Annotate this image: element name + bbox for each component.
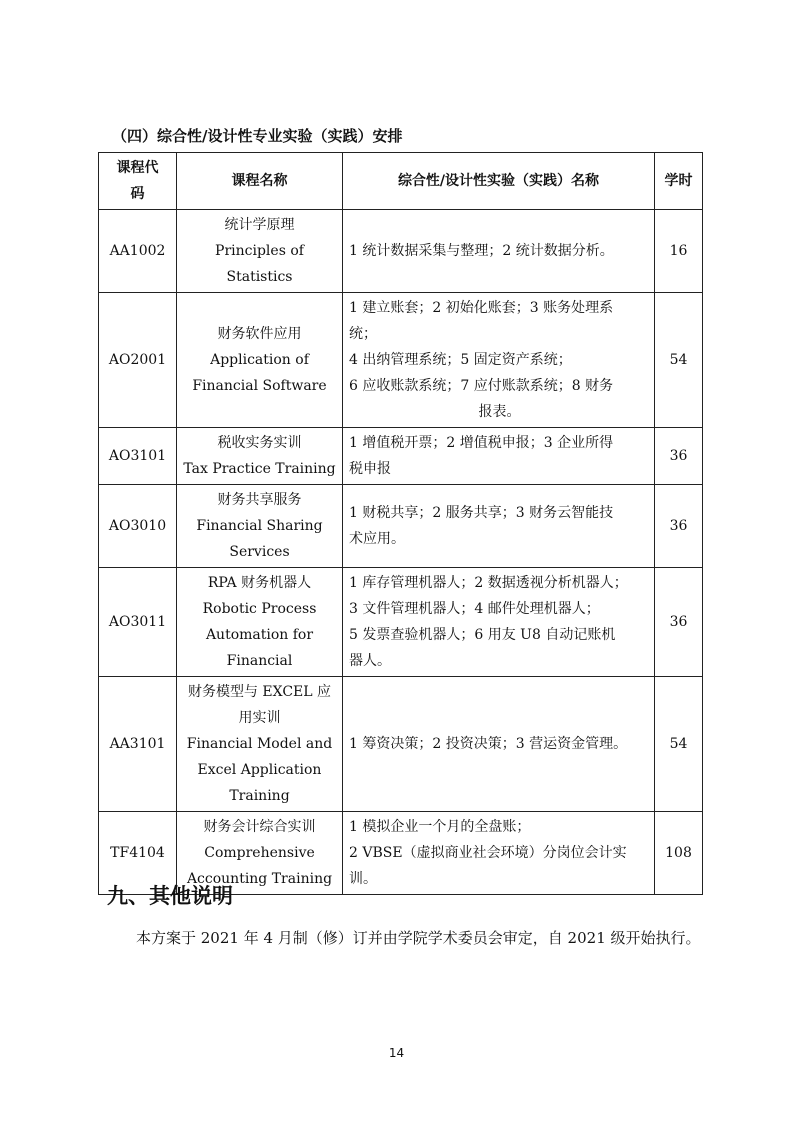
experiment-name: 1 建立账套；2 初始化账套；3 账务处理系 统； 4 出纳管理系统；5 固定资产系统； 6 应收账款系统；7 应付账款系统；8 财务 报表。 bbox=[343, 293, 655, 428]
course-code: AA3101 bbox=[99, 677, 177, 812]
experiment-name: 1 筹资决策；2 投资决策；3 营运资金管理。 bbox=[343, 677, 655, 812]
experiment-name: 1 财税共享；2 服务共享；3 财务云智能技 术应用。 bbox=[343, 485, 655, 568]
course-code: AO2001 bbox=[99, 293, 177, 428]
course-name: 财务模型与 EXCEL 应 用实训 Financial Model and Excel Application Training bbox=[177, 677, 343, 812]
course-hours: 36 bbox=[655, 485, 703, 568]
course-name: 财务会计综合实训 Comprehensive Accounting Training bbox=[177, 812, 343, 895]
table-row bbox=[99, 428, 703, 485]
course-hours: 36 bbox=[655, 568, 703, 677]
table-row bbox=[99, 568, 703, 677]
course-code: TF4104 bbox=[99, 812, 177, 895]
course-code: AO3011 bbox=[99, 568, 177, 677]
course-name: 税收实务实训 Tax Practice Training bbox=[177, 428, 343, 485]
experiment-name: 1 统计数据采集与整理；2 统计数据分析。 bbox=[343, 210, 655, 293]
course-table bbox=[98, 152, 703, 895]
table-row bbox=[99, 293, 703, 428]
table-row bbox=[99, 485, 703, 568]
header-name: 课程名称 bbox=[177, 153, 343, 210]
experiment-name: 1 增值税开票；2 增值税申报；3 企业所得 税申报 bbox=[343, 428, 655, 485]
table-row bbox=[99, 210, 703, 293]
course-hours: 36 bbox=[655, 428, 703, 485]
course-name: 财务共享服务 Financial Sharing Services bbox=[177, 485, 343, 568]
header-experiment: 综合性/设计性实验（实践）名称 bbox=[343, 153, 655, 210]
header-hours: 学时 bbox=[655, 153, 703, 210]
course-hours: 54 bbox=[655, 677, 703, 812]
page-number: 14 bbox=[388, 1046, 405, 1060]
table-header-row bbox=[99, 153, 703, 210]
experiment-name: 1 模拟企业一个月的全盘账； 2 VBSE（虚拟商业社会环境）分岗位会计实 训。 bbox=[343, 812, 655, 895]
course-code: AO3010 bbox=[99, 485, 177, 568]
course-hours: 16 bbox=[655, 210, 703, 293]
course-name: RPA 财务机器人 Robotic Process Automation for Financial bbox=[177, 568, 343, 677]
course-code: AO3101 bbox=[99, 428, 177, 485]
course-hours: 54 bbox=[655, 293, 703, 428]
table-row bbox=[99, 677, 703, 812]
section-title: （四）综合性/设计性专业实验（实践）安排 bbox=[112, 127, 403, 145]
course-hours: 108 bbox=[655, 812, 703, 895]
header-code: 课程代 码 bbox=[99, 153, 177, 210]
course-name: 财务软件应用 Application of Financial Software bbox=[177, 293, 343, 428]
body-paragraph: 本方案于 2021 年 4 月制（修）订并由学院学术委员会审定，自 2021 级开始执行。 bbox=[136, 929, 701, 947]
section-heading-other-notes: 九、其他说明 bbox=[107, 884, 233, 908]
course-code: AA1002 bbox=[99, 210, 177, 293]
course-name: 统计学原理 Principles of Statistics bbox=[177, 210, 343, 293]
experiment-name: 1 库存管理机器人；2 数据透视分析机器人； 3 文件管理机器人；4 邮件处理机器人； 5 发票查验机器人；6 用友 U8 自动记账机 器人。 bbox=[343, 568, 655, 677]
